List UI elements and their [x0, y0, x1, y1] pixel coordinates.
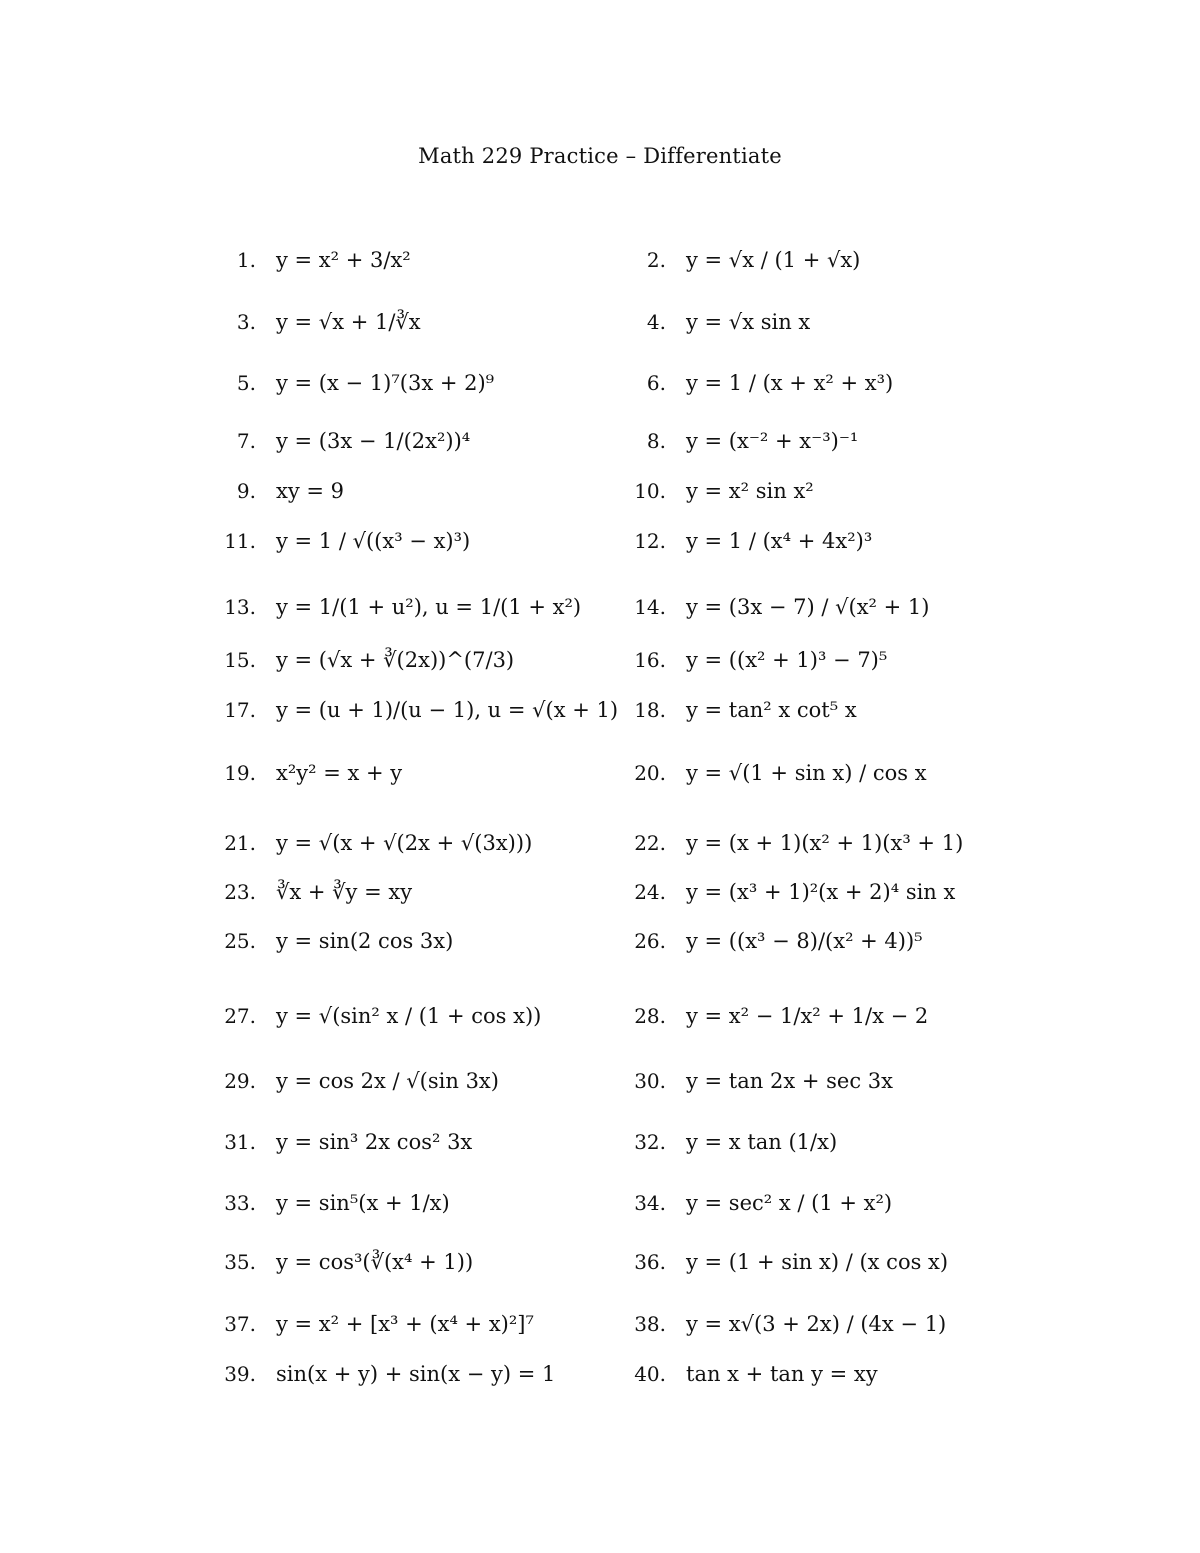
problem-expression: y = sin³ 2x cos² 3x	[276, 1130, 473, 1154]
problem-number: 10.	[634, 479, 666, 503]
problem-item	[628, 743, 927, 803]
problem-item	[218, 911, 453, 971]
problem-number: 2.	[646, 248, 666, 272]
problem-expression: xy = 9	[276, 479, 345, 503]
problem-number: 29.	[224, 1069, 256, 1093]
problem-item	[218, 1112, 472, 1172]
problem-item	[628, 1232, 948, 1292]
problem-number: 11.	[224, 529, 256, 553]
problem-number: 19.	[224, 761, 256, 785]
problem-number: 12.	[634, 529, 666, 553]
problem-number: 38.	[634, 1312, 666, 1336]
problem-item	[628, 511, 872, 571]
problem-expression: y = sin(2 cos 3x)	[276, 929, 454, 953]
problem-expression: y = 1 / (x + x² + x³)	[686, 371, 894, 395]
problem-expression: y = √(x + √(2x + √(3x)))	[276, 831, 533, 855]
problem-expression: y = (3x − 1/(2x²))⁴	[276, 429, 471, 453]
problem-number: 16.	[634, 648, 666, 672]
problem-expression: y = x tan (1/x)	[686, 1130, 838, 1154]
page-title: Math 229 Practice – Differentiate	[418, 144, 782, 168]
problem-item	[218, 292, 421, 352]
problem-expression: y = (x⁻² + x⁻³)⁻¹	[686, 429, 859, 453]
problem-item	[628, 292, 810, 352]
problem-item	[628, 986, 928, 1046]
problem-item	[628, 230, 860, 290]
problem-number: 5.	[236, 371, 256, 395]
problem-number: 40.	[634, 1362, 666, 1386]
problem-item	[218, 743, 402, 803]
problem-expression: y = 1/(1 + u²), u = 1/(1 + x²)	[276, 595, 582, 619]
problem-item	[628, 680, 857, 740]
problem-number: 6.	[646, 371, 666, 395]
problem-item	[628, 1344, 878, 1404]
problem-item	[218, 1344, 555, 1404]
problem-number: 23.	[224, 880, 256, 904]
problem-expression: y = x² sin x²	[686, 479, 814, 503]
problem-expression: y = x√(3 + 2x) / (4x − 1)	[686, 1312, 947, 1336]
problem-number: 27.	[224, 1004, 256, 1028]
problem-expression: y = (x³ + 1)²(x + 2)⁴ sin x	[686, 880, 956, 904]
problem-item	[218, 511, 470, 571]
problem-number: 1.	[236, 248, 256, 272]
problem-number: 28.	[634, 1004, 666, 1028]
problem-expression: y = (u + 1)/(u − 1), u = √(x + 1)	[276, 698, 619, 722]
problem-item	[218, 353, 494, 413]
problem-item	[218, 230, 411, 290]
problem-item	[218, 577, 581, 637]
problem-expression: y = sec² x / (1 + x²)	[686, 1191, 893, 1215]
problem-item	[628, 577, 929, 637]
problem-item	[218, 680, 618, 740]
problem-number: 14.	[634, 595, 666, 619]
problem-number: 17.	[224, 698, 256, 722]
problem-number: 3.	[236, 310, 256, 334]
problem-number: 8.	[646, 429, 666, 453]
problem-expression: y = √x + 1/∛x	[276, 310, 421, 334]
problem-expression: y = √x sin x	[686, 310, 811, 334]
problem-number: 20.	[634, 761, 666, 785]
problem-number: 39.	[224, 1362, 256, 1386]
problem-item	[628, 1051, 893, 1111]
problem-number: 9.	[236, 479, 256, 503]
problem-item	[218, 1173, 450, 1233]
problem-expression: y = √(1 + sin x) / cos x	[686, 761, 927, 785]
problem-expression: y = cos³(∛(x⁴ + 1))	[276, 1250, 474, 1274]
problem-expression: y = sin⁵(x + 1/x)	[276, 1191, 450, 1215]
problem-expression: sin(x + y) + sin(x − y) = 1	[276, 1362, 556, 1386]
problem-number: 4.	[646, 310, 666, 334]
problem-item	[628, 353, 893, 413]
problem-number: 35.	[224, 1250, 256, 1274]
problem-expression: tan x + tan y = xy	[686, 1362, 878, 1386]
problem-expression: y = (x + 1)(x² + 1)(x³ + 1)	[686, 831, 964, 855]
problem-expression: y = (3x − 7) / √(x² + 1)	[686, 595, 930, 619]
problem-number: 37.	[224, 1312, 256, 1336]
problem-expression: y = ((x² + 1)³ − 7)⁵	[686, 648, 888, 672]
problem-expression: y = cos 2x / √(sin 3x)	[276, 1069, 499, 1093]
problem-number: 21.	[224, 831, 256, 855]
problem-item	[218, 1051, 499, 1111]
problem-number: 25.	[224, 929, 256, 953]
problem-expression: y = 1 / (x⁴ + 4x²)³	[686, 529, 873, 553]
problem-item	[218, 1232, 473, 1292]
problem-expression: x²y² = x + y	[276, 761, 403, 785]
problem-expression: y = x² + [x³ + (x⁴ + x)²]⁷	[276, 1312, 534, 1336]
problem-item	[628, 1173, 892, 1233]
problem-expression: y = ((x³ − 8)/(x² + 4))⁵	[686, 929, 923, 953]
problem-number: 18.	[634, 698, 666, 722]
problem-item	[628, 1112, 837, 1172]
problem-number: 32.	[634, 1130, 666, 1154]
problem-number: 30.	[634, 1069, 666, 1093]
problem-expression: y = (1 + sin x) / (x cos x)	[686, 1250, 949, 1274]
problem-expression: y = (x − 1)⁷(3x + 2)⁹	[276, 371, 495, 395]
problem-number: 31.	[224, 1130, 256, 1154]
problem-expression: y = x² − 1/x² + 1/x − 2	[686, 1004, 929, 1028]
problem-number: 7.	[236, 429, 256, 453]
problem-number: 22.	[634, 831, 666, 855]
problem-expression: y = tan² x cot⁵ x	[686, 698, 857, 722]
problem-item	[628, 911, 923, 971]
problem-expression: y = tan 2x + sec 3x	[686, 1069, 893, 1093]
problem-expression: y = 1 / √((x³ − x)³)	[276, 529, 471, 553]
problem-expression: ∛x + ∛y = xy	[276, 880, 413, 904]
problem-number: 13.	[224, 595, 256, 619]
problem-expression: y = (√x + ∛(2x))^(7/3)	[276, 648, 515, 672]
problem-number: 34.	[634, 1191, 666, 1215]
problem-number: 26.	[634, 929, 666, 953]
problem-number: 33.	[224, 1191, 256, 1215]
problem-number: 24.	[634, 880, 666, 904]
problem-expression: y = √x / (1 + √x)	[686, 248, 861, 272]
problem-number: 36.	[634, 1250, 666, 1274]
problem-item	[218, 986, 541, 1046]
problem-number: 15.	[224, 648, 256, 672]
problem-expression: y = √(sin² x / (1 + cos x))	[276, 1004, 542, 1028]
problem-expression: y = x² + 3/x²	[276, 248, 411, 272]
